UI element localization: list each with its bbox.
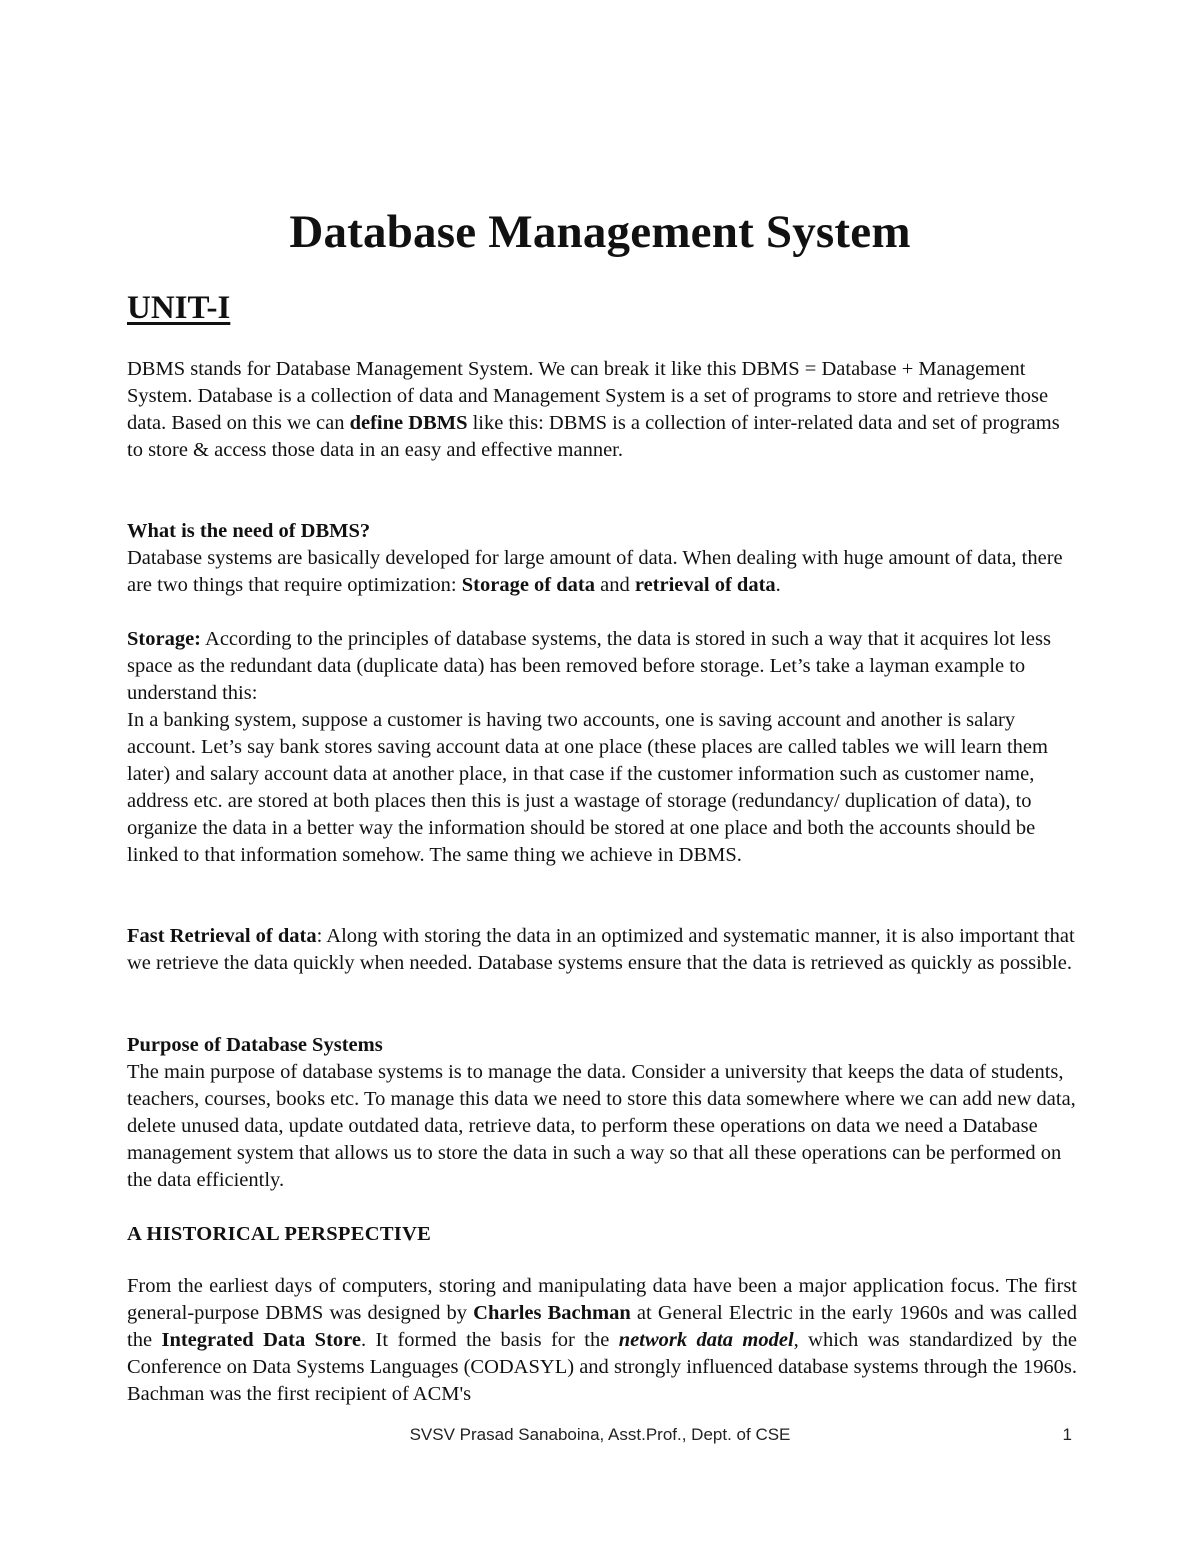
retrieval-text: : Along with storing the data in an optimized and systematic manner, it is also important that we retrieve the data quickly when needed. Database systems ensure that the data is retrieved as quickly as possible. — [127, 925, 1075, 974]
history-heading-wrap — [127, 1221, 1077, 1248]
retrieval-section — [127, 923, 1077, 977]
need-bold-retrieval: retrieval of data — [634, 574, 776, 596]
history-bold-bachman: Charles Bachman — [473, 1302, 631, 1324]
purpose-section — [127, 1032, 1077, 1194]
intro-paragraph — [127, 356, 1077, 464]
history-paragraph — [127, 1273, 1077, 1408]
intro-text-end: like this: DBMS is a collection of inter-related data and set of programs to store & access those data in an easy and effective manner. — [127, 412, 1060, 461]
purpose-heading: Purpose of Database Systems — [127, 1034, 383, 1056]
intro-text: DBMS stands for Database Management System. We can break it like this DBMS = Database + Management System. Database is a collection of data and Management System is a set of programs to store and retrieve those data. Based on this we can — [127, 358, 1049, 434]
need-end: . — [775, 574, 781, 596]
need-text: Database systems are basically developed for large amount of data. When dealing with huge amount of data, there are two things that require optimization: — [127, 547, 1063, 596]
need-mid: and — [594, 574, 635, 596]
history-bold-ids: Integrated Data Store — [161, 1329, 361, 1351]
need-heading: What is the need of DBMS? — [127, 520, 371, 542]
retrieval-label: Fast Retrieval of data — [127, 925, 317, 947]
storage-label: Storage: — [127, 628, 202, 650]
footer-author: SVSV Prasad Sanaboina, Asst.Prof., Dept. of CSE — [409, 1425, 791, 1444]
storage-example: In a banking system, suppose a customer is having two accounts, one is saving account and another is salary account. Let’s say bank stores saving account data at one place (these places are called tables we will learn them later) and salary account data at another place, in that case if the customer information such as customer name, address etc. are stored at both places then this is just a wastage of storage (redundancy/ duplication of data), to organize the data in a better way the information should be stored at one place and both the accounts should be linked to that information somehow. The same thing we achieve in DBMS. — [127, 709, 1048, 866]
history-heading: A HISTORICAL PERSPECTIVE — [127, 1223, 432, 1245]
need-bold-storage: Storage of data — [461, 574, 595, 596]
history-text-4: , which was standardized by the Conference on Data Systems Languages (CODASYL) and strongly influenced database systems through the 1960s. Bachman was the first recipient of ACM's — [127, 1329, 1077, 1405]
history-text-1: From the earliest days of computers, storing and manipulating data have been a major application focus. The first general-purpose DBMS was designed by — [127, 1275, 1077, 1324]
intro-bold: define DBMS — [349, 412, 468, 434]
storage-section — [127, 626, 1077, 869]
page-number: 1 — [1062, 1425, 1072, 1444]
purpose-text: The main purpose of database systems is to manage the data. Consider a university that keeps the data of students, teachers, courses, books etc. To manage this data we need to store this data somewhere where we can add new data, delete unused data, update outdated data, retrieve data, to perform these operations on data we need a Database management system that allows us to store the data in such a way so that all these operations can be performed on the data efficiently. — [127, 1061, 1076, 1191]
document-title: Database Management System — [289, 206, 911, 258]
storage-text: According to the principles of database systems, the data is stored in such a way that it acquires lot less space as the redundant data (duplicate data) has been removed before storage. Let’s take a layman example to understand this: — [127, 628, 1051, 704]
history-text-3: . It formed the basis for the — [360, 1329, 619, 1351]
history-text-2: at General Electric in the early 1960s and was called the — [127, 1302, 1077, 1351]
history-bolditalic-network: network data model — [618, 1329, 794, 1351]
unit-heading: UNIT-I — [127, 290, 231, 326]
need-section — [127, 518, 1077, 599]
